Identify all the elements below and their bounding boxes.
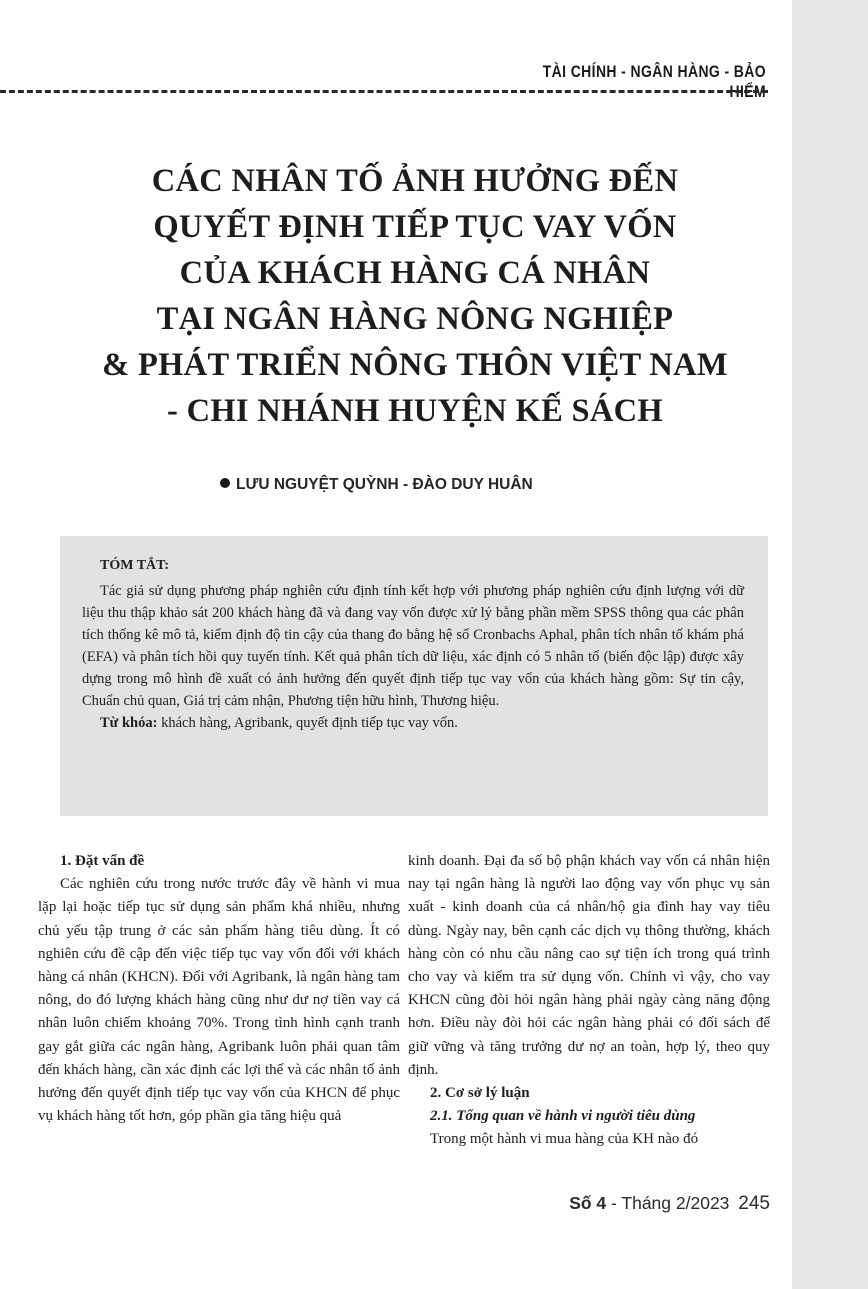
title-line: CỦA KHÁCH HÀNG CÁ NHÂN	[179, 255, 651, 291]
abstract-body: Tác giả sử dụng phương pháp nghiên cứu định tính kết hợp với phương pháp nghiên cứu định lượng với dữ liệu thu thập khảo sát 200 khách hàng đã và đang vay vốn được xử lý bằng phần mềm SPSS thông qua các phân tích thống kê mô tả, kiểm định độ tin cậy của thang đo bằng hệ số Cronbachs Aphal, phân tích nhân tố khám phá (EFA) và phân tích hồi quy tuyến tính. Kết quả phân tích dữ liệu, xác định có 5 nhân tố (biến độc lập) được xây dựng trong mô hình đề xuất có ảnh hưởng đến quyết định tiếp tục vay vốn của khách hàng gồm: Sự tin cậy, Chuẩn chủ quan, Giá trị cảm nhận, Phương tiện hữu hình, Thương hiệu.	[82, 583, 744, 709]
keywords	[82, 712, 744, 734]
article-title	[40, 158, 790, 434]
section-2-1-heading: 2.1. Tổng quan về hành vi người tiêu dùng	[430, 1108, 696, 1125]
issue-date: - Tháng 2/2023	[611, 1193, 730, 1213]
abstract-heading: TÓM TẮT:	[100, 558, 170, 573]
keywords-label: Từ khóa:	[100, 715, 158, 731]
title-line: TẠI NGÂN HÀNG NÔNG NGHIỆP	[156, 301, 674, 337]
authors: LƯU NGUYỆT QUỲNH - ĐÀO DUY HUÂN	[236, 476, 533, 493]
left-column	[38, 850, 400, 1128]
authors-line	[220, 476, 580, 494]
bullet-icon	[220, 478, 230, 488]
page-footer	[480, 1193, 770, 1215]
title-line: - CHI NHÁNH HUYỆN KẾ SÁCH	[167, 393, 663, 429]
section-1-continued: kinh doanh. Đại đa số bộ phận khách vay vốn cá nhân hiện nay tại ngân hàng là người lao động vay vốn phục vụ sản xuất - kinh doanh của cá nhân/hộ gia đình hay vay tiêu dùng. Ngày nay, bên cạnh các dịch vụ thông thường, khách hàng còn có nhu cầu nâng cao sự tiện ích trong quá trình cho vay và kiểm tra sử dụng vốn. Chính vì vậy, cho vay KHCN cũng đòi hỏi ngân hàng phải ngày càng năng động hơn. Điều này đòi hỏi các ngân hàng phải có đối sách để giữ vững và tăng trưởng dư nợ an toàn, hợp lý, theo quy định.	[408, 853, 770, 1078]
title-line: CÁC NHÂN TỐ ẢNH HƯỞNG ĐẾN	[151, 163, 679, 199]
keywords-text: khách hàng, Agribank, quyết định tiếp tục vay vốn.	[161, 715, 458, 731]
right-column	[408, 850, 770, 1152]
page-edge-strip	[792, 0, 868, 1289]
title-line: QUYẾT ĐỊNH TIẾP TỤC VAY VỐN	[153, 209, 677, 245]
section-2-heading: 2. Cơ sở lý luận	[430, 1085, 530, 1102]
abstract-box	[60, 536, 768, 816]
section-2-1-paragraph: Trong một hành vi mua hàng của KH nào đó	[430, 1131, 699, 1148]
section-label: TÀI CHÍNH - NGÂN HÀNG - BẢO HIỂM	[542, 62, 766, 101]
header-rule	[0, 90, 768, 93]
issue-label: Số 4	[569, 1193, 607, 1213]
section-1-paragraph: Các nghiên cứu trong nước trước đây về hành vi mua lặp lại hoặc tiếp tục sử dụng sản phẩm khá nhiều, nhưng chủ yếu tập trung ở các sản phẩm hàng tiêu dùng. Ít có nghiên cứu đề cập đến việc tiếp tục vay vốn đối với khách hàng cá nhân (KHCN). Đối với Agribank, là ngân hàng tam nông, do đó lượng khách hàng cũng như dư nợ tiền vay cá nhân luôn chiếm khoảng 70%. Trong tình hình cạnh tranh gay gắt giữa các ngân hàng, Agribank luôn phải quan tâm đến khách hàng, cần xác định các lợi thế và các nhân tố ảnh hưởng đến quyết định tiếp tục vay vốn của KHCN để phục vụ khách hàng tốt hơn, góp phần gia tăng hiệu quả	[38, 876, 400, 1125]
section-1-heading: 1. Đặt vấn đề	[60, 853, 145, 869]
title-line: & PHÁT TRIỂN NÔNG THÔN VIỆT NAM	[102, 347, 728, 383]
page-number: 245	[738, 1193, 770, 1214]
